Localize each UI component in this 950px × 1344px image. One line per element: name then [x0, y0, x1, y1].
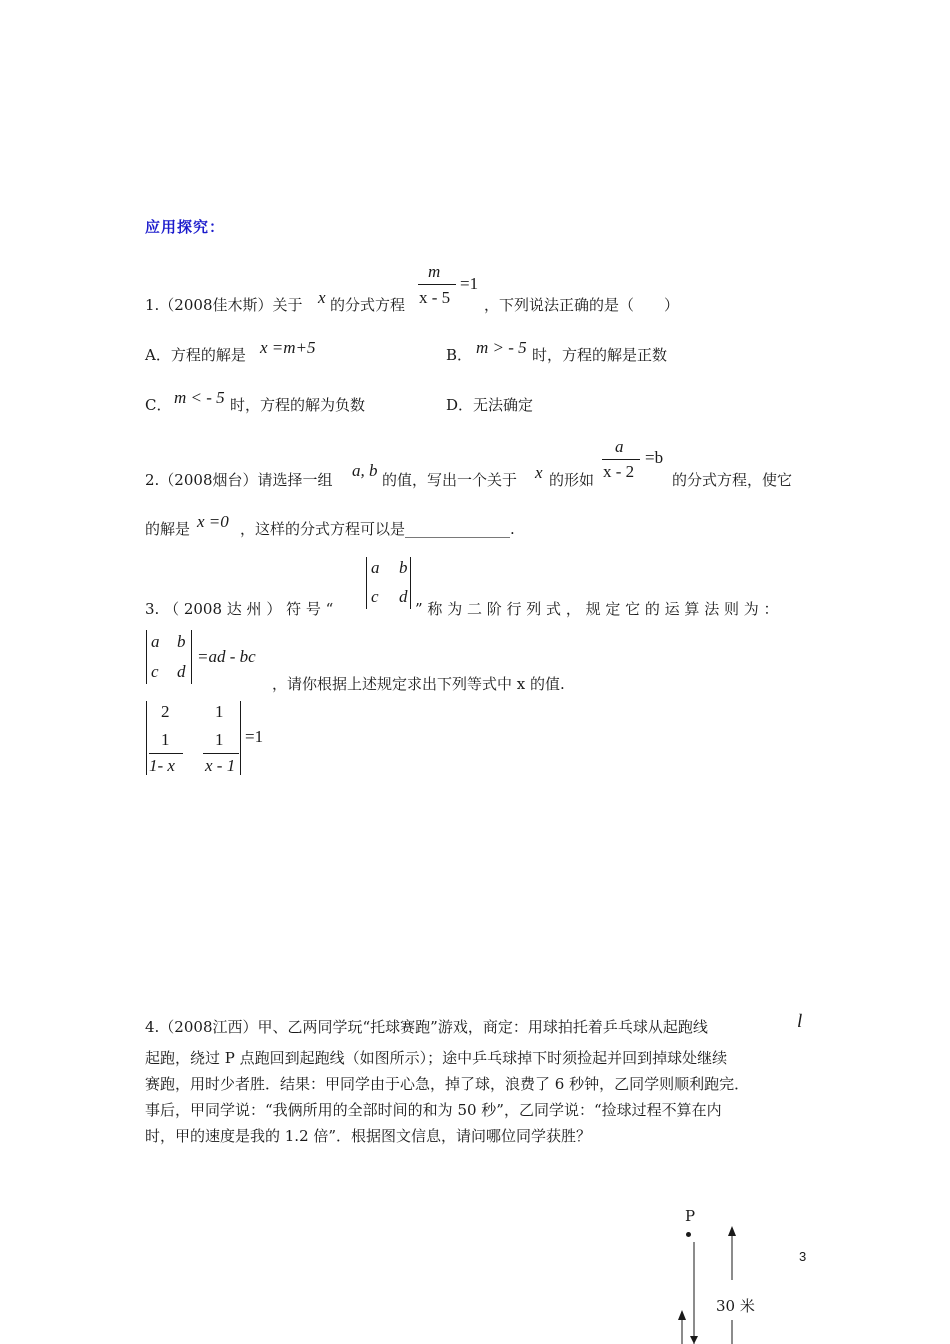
- figure-arrows: [660, 1220, 760, 1344]
- q2-line2-math: x =0: [197, 512, 229, 531]
- q1-frac-denominator: x - 5: [419, 288, 451, 307]
- q1-option-c-label: C．: [145, 396, 172, 414]
- q1-option-c-text: 时，方程的解为负数: [230, 396, 366, 414]
- q3-eq-m21-denominator: 1- x: [149, 756, 175, 775]
- q4-line3: 赛跑，用时少者胜．结果：甲同学由于心急，掉了球，浪费了 6 秒钟，乙同学则顺利跑完．: [145, 1075, 750, 1093]
- q4-line2: 起跑，绕过 P 点跑回到起跑线（如图所示）；途中乒乓球掉下时须捡起并回到掉球处继续: [145, 1049, 728, 1067]
- q2-var-x: x: [535, 463, 543, 482]
- q3-rule-left-bar: [146, 630, 147, 684]
- q4-line1-var-l: l: [797, 1011, 803, 1032]
- q2-mid1: 的值，写出一个关于: [382, 471, 518, 489]
- q1-var-x: x: [318, 288, 326, 307]
- q3-eq-m11: 2: [161, 702, 170, 721]
- q3-suffix: ” 称 为 二 阶 行 列 式 ， 规 定 它 的 运 算 法 则 为 ：: [415, 600, 779, 618]
- q3-rule-suffix: ，请你根据上述规定求出下列等式中 x 的值.: [272, 675, 565, 693]
- q2-suffix: 的分式方程，使它: [672, 471, 793, 489]
- q3-rule-c: c: [151, 662, 159, 681]
- q3-eq-m21-bar: [149, 753, 183, 754]
- q1-option-a-math: x =m+5: [260, 338, 316, 357]
- q3-eq-m22-numerator: 1: [215, 730, 224, 749]
- q1-option-b-math: m > - 5: [476, 338, 527, 357]
- figure-distance-label: 30 米: [716, 1297, 755, 1315]
- q4-line5: 时，甲的速度是我的 1.2 倍”．根据图文信息，请问哪位同学获胜？: [145, 1127, 592, 1145]
- q3-prefix: 3. （ 2008 达 州 ） 符 号 “: [145, 600, 334, 618]
- q3-symbol-a: a: [371, 558, 380, 577]
- q3-symbol-left-bar: [366, 557, 367, 609]
- q1-option-a-label: A．方程的解是: [145, 346, 246, 364]
- q1-prefix: 1.（2008佳木斯）关于: [145, 296, 303, 314]
- q2-vars: a, b: [352, 461, 378, 480]
- q3-rule-rhs: =ad - bc: [197, 647, 256, 666]
- q1-option-d-label: D．无法确定: [446, 396, 534, 414]
- q1-option-b-label: B．: [446, 346, 473, 364]
- q3-rule-b: b: [177, 632, 186, 651]
- q3-rule-d: d: [177, 662, 186, 681]
- q3-symbol-c: c: [371, 587, 379, 606]
- q3-rule-a: a: [151, 632, 160, 651]
- q2-fraction-bar: [602, 459, 640, 460]
- q2-line2-prefix: 的解是: [145, 520, 191, 538]
- q3-symbol-b: b: [399, 558, 408, 577]
- page-number: 3: [799, 1249, 807, 1264]
- q1-option-b-text: 时，方程的解是正数: [532, 346, 668, 364]
- q1-fraction-bar: [418, 284, 456, 285]
- q2-prefix: 2.（2008烟台）请选择一组: [145, 471, 333, 489]
- q1-option-c-math: m < - 5: [174, 388, 225, 407]
- q3-symbol-d: d: [399, 587, 408, 606]
- q1-suffix: ，下列说法正确的是（ ）: [484, 296, 680, 314]
- q1-frac-numerator: m: [428, 262, 441, 281]
- q4-line1: 4.（2008江西）甲、乙两同学玩“托球赛跑”游戏，商定：用球拍托着乒乓球从起跑线: [145, 1018, 708, 1036]
- q3-eq-m21-numerator: 1: [161, 730, 170, 749]
- q2-frac-denominator: x - 2: [603, 462, 635, 481]
- q4-line4: 事后，甲同学说：“我俩所用的全部时间的和为 50 秒”，乙同学说：“捡球过程不算在内: [145, 1101, 722, 1119]
- q3-eq-rhs: =1: [245, 727, 264, 746]
- q3-eq-right-bar: [240, 701, 241, 775]
- section-heading: 应用探究：: [145, 218, 226, 236]
- q3-rule-right-bar: [191, 630, 192, 684]
- q3-eq-left-bar: [146, 701, 147, 775]
- q1-mid: 的分式方程: [330, 296, 406, 314]
- figure-point-label: P: [685, 1207, 696, 1225]
- q2-line2-suffix: ，这样的分式方程可以是______________.: [240, 520, 515, 538]
- q3-symbol-right-bar: [410, 557, 411, 609]
- q3-eq-m22-denominator: x - 1: [205, 756, 236, 775]
- q3-eq-m12: 1: [215, 702, 224, 721]
- q2-equation-rhs: =b: [645, 448, 664, 467]
- q2-frac-numerator: a: [615, 437, 624, 456]
- q1-equation-rhs: =1: [460, 274, 479, 293]
- q2-mid2: 的形如: [549, 471, 595, 489]
- q3-eq-m22-bar: [203, 753, 239, 754]
